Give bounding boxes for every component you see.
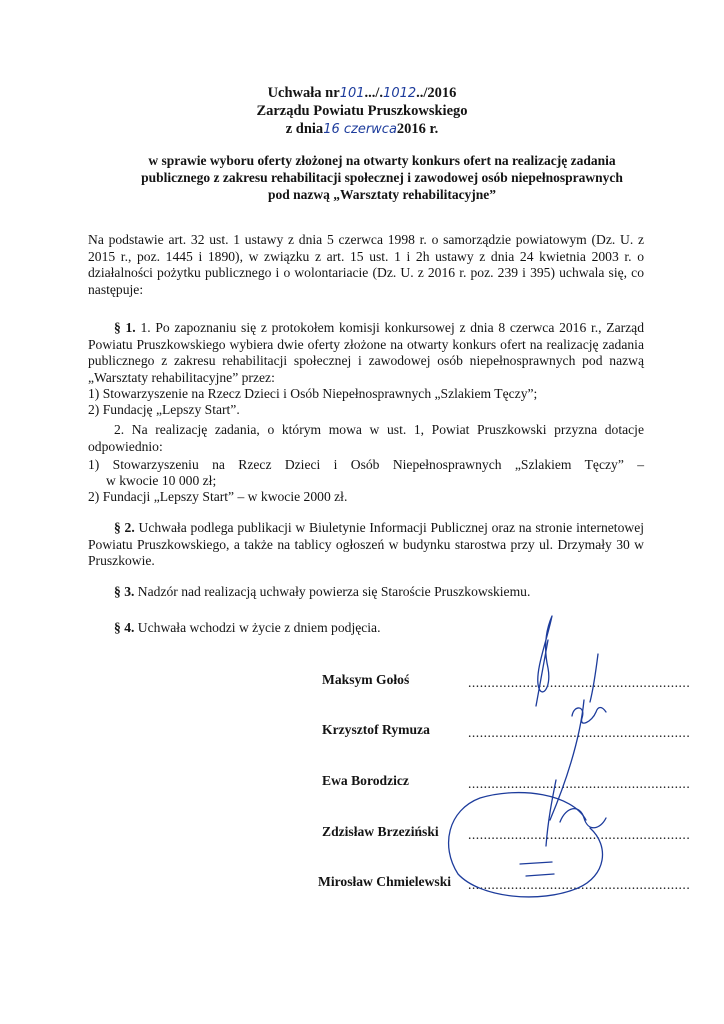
handwritten-number: 101: [339, 86, 365, 101]
paragraph-1-text: 1. Po zapoznaniu się z protokołem komisji konkursowej z dnia 8 czerwca 2016 r., Zarząd Powiatu Pruszkowskiego wybiera dwie oferty złożone na otwarty konkurs ofert na realizację zadania publicznego z zakresu rehabilitacji społecznej i zawodowej osób niepełnosprawnych pod nazwą „Warsztaty rehabilitacyjne” przez:: [88, 320, 644, 385]
list2-item-cont: w kwocie 10 000 zł;: [106, 473, 217, 488]
signature-2-stroke-2: [550, 700, 584, 820]
paragraph-1-ust2: 2. Na realizację zadania, o którym mowa w ust. 1, Powiat Pruszkowski przyzna dotacje odpowiednio:: [88, 422, 644, 454]
subject-line-2: publicznego z zakresu rehabilitacji społecznej i zawodowej osób niepełnosprawnych: [141, 170, 623, 185]
signature-line: .........................................................: [468, 675, 691, 690]
signature-line: .........................................................: [468, 877, 691, 892]
number-separator: .../.: [364, 85, 384, 101]
paragraph-2-label: § 2.: [114, 520, 135, 535]
paragraph-1-label: § 1.: [114, 320, 136, 335]
date-suffix: 2016 r.: [396, 121, 439, 137]
signature-oval-stroke-2: [560, 809, 606, 828]
signatory-name: Mirosław Chmielewski: [318, 874, 452, 889]
handwritten-number-2: 1012: [383, 86, 417, 101]
signatory-name: Zdzisław Brzeziński: [322, 824, 439, 839]
paragraph-3: [88, 584, 644, 601]
resolution-prefix: Uchwała nr: [267, 85, 340, 101]
issuing-body: Zarządu Powiatu Pruszkowskiego: [256, 103, 468, 119]
signature-oval-stroke-3: [520, 862, 552, 864]
signatory-name: Ewa Borodzicz: [322, 773, 409, 788]
resolution-number: [0, 84, 724, 103]
resolution-year: ../2016: [416, 85, 457, 101]
paragraph-2: [88, 520, 644, 570]
paragraph-3-label: § 3.: [114, 584, 135, 599]
signature-line: .........................................................: [468, 827, 691, 842]
list1-item: 1) Stowarzyszenie na Rzecz Dzieci i Osób Niepełnosprawnych „Szlakiem Tęczy”;: [88, 386, 538, 401]
list2-item: 2) Fundacji „Lepszy Start” – w kwocie 2000 zł.: [88, 489, 348, 504]
signatory-name: Krzysztof Rymuza: [322, 722, 430, 737]
paragraph-4-text: Uchwała wchodzi w życie z dniem podjęcia.: [137, 620, 381, 635]
paragraph-2-text: Uchwała podlega publikacji w Biuletynie Informacji Publicznej oraz na stronie internetowej Powiatu Pruszkowskiego, a także na tablicy ogłoszeń w budynku starostwa przy ul. Drzymały 30 w Pruszkowie.: [88, 520, 645, 568]
list2-item: 1) Stowarzyszeniu na Rzecz Dzieci i Osób Niepełnosprawnych „Szlakiem Tęczy” –: [88, 457, 644, 472]
date-prefix: z dnia: [285, 121, 324, 137]
handwritten-date: 16 czerwca: [323, 122, 397, 137]
signatory-name: Maksym Gołoś: [322, 672, 410, 687]
signature-1-stroke-2: [536, 640, 548, 706]
preamble: Na podstawie art. 32 ust. 1 ustawy z dnia 5 czerwca 1998 r. o samorządzie powiatowym (Dz. U. z 2015 r., poz. 1445 i 1890), w związku z art. 15 ust. 1 i 2h ustawy z dnia 24 kwietnia 2003 r. o działalności pożytku publicznego i o wolontariacie (Dz. U. z 2016 r. poz. 239 i 395) uchwala się, co następuje:: [88, 232, 644, 297]
list1-item: 2) Fundację „Lepszy Start”.: [88, 402, 240, 417]
paragraph-4-label: § 4.: [114, 620, 135, 635]
subject-line-1: w sprawie wyboru oferty złożonej na otwarty konkurs ofert na realizację zadania: [148, 153, 616, 168]
resolution-date: [0, 120, 724, 139]
paragraph-4: [88, 620, 644, 637]
subject-line-3: pod nazwą „Warsztaty rehabilitacyjne”: [267, 187, 497, 202]
signature-line: .........................................................: [468, 725, 691, 740]
signature-2-stroke: [572, 708, 606, 724]
paragraph-1: [88, 320, 644, 386]
signature-oval-stroke-4: [526, 874, 554, 876]
paragraph-3-text: Nadzór nad realizacją uchwały powierza się Staroście Pruszkowskiemu.: [137, 584, 531, 599]
signature-line: .........................................................: [468, 776, 691, 791]
